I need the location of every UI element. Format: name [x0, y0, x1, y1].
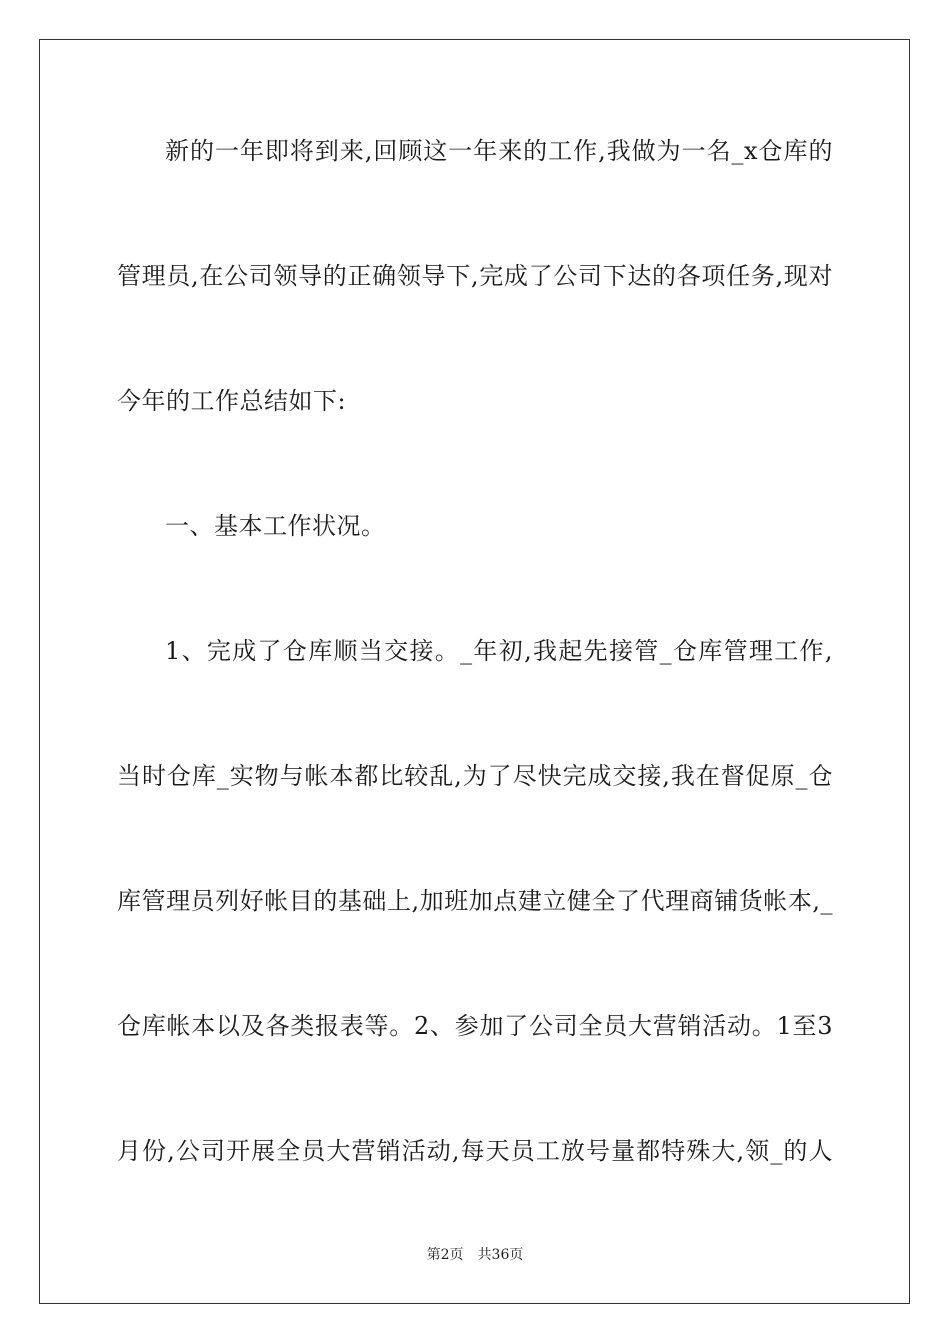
- paragraph-line: 新的一年即将到来,回顾这一年来的工作,我做为一名_x仓库的: [165, 137, 833, 165]
- paragraph-line: 库管理员列好帐目的基础上,加班加点建立健全了代理商铺货帐本,_: [117, 887, 833, 915]
- paragraph-line: 管理员,在公司领导的正确领导下,完成了公司下达的各项任务,现对: [117, 262, 833, 290]
- section-heading: 一、基本工作状况。: [165, 512, 386, 540]
- paragraph-line: 仓库帐本以及各类报表等。2、参加了公司全员大营销活动。1至3: [117, 1012, 833, 1040]
- paragraph-line: 月份,公司开展全员大营销活动,每天员工放号量都特殊大,领_的人: [117, 1137, 833, 1165]
- paragraph-line: 当时仓库_实物与帐本都比较乱,为了尽快完成交接,我在督促原_仓: [117, 762, 833, 790]
- page-total: 共36页: [477, 1247, 524, 1263]
- page-number: 第2页: [426, 1247, 464, 1263]
- page-footer: [0, 1246, 950, 1264]
- paragraph-line: 今年的工作总结如下:: [117, 387, 347, 415]
- paragraph-line: 1、完成了仓库顺当交接。_年初,我起先接管_仓库管理工作,: [165, 637, 833, 665]
- page-border: [39, 39, 910, 1304]
